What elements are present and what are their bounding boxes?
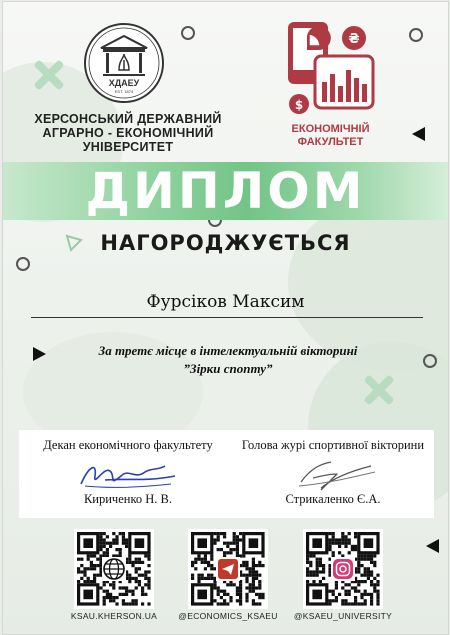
jury-signature-icon (291, 458, 381, 494)
award-reason-line: ”Зірки спопту” (183, 361, 273, 376)
svg-text:$: $ (294, 98, 304, 112)
award-reason (43, 342, 413, 378)
qr-code-instagram[interactable] (303, 529, 383, 609)
faculty-logo (285, 20, 377, 116)
dean-signature-icon (75, 458, 185, 492)
jury-head-role: Голова журі спортивної вікторини (241, 438, 425, 452)
qr-pattern (188, 529, 268, 609)
triangle-decoration-icon (411, 126, 427, 142)
svg-text:₴: ₴ (348, 32, 360, 47)
qr-pattern (74, 529, 154, 609)
telegram-icon (216, 557, 240, 581)
circle-decoration-icon (409, 28, 423, 42)
qr-label-instagram: @KSAEU_UNIVERSITY (293, 611, 393, 621)
faculty-name-line: ФАКУЛЬТЕТ (297, 136, 364, 148)
university-name (23, 112, 233, 154)
university-name-line: ХЕРСОНСЬКИЙ ДЕРЖАВНИЙ (34, 112, 222, 126)
instagram-icon (331, 557, 355, 581)
qr-label-website: KSAU.KHERSON.UA (70, 611, 158, 621)
qr-label-telegram: @ECONOMICS_KSAEU (178, 611, 278, 621)
recipient-underline (31, 317, 423, 318)
triangle-decoration-icon (425, 538, 441, 554)
circle-decoration-icon (181, 26, 195, 40)
diploma-title: ДИПЛОМ (85, 162, 366, 220)
circle-decoration-icon (423, 354, 437, 368)
university-name-line: АГРАРНО - ЕКОНОМІЧНИЙ (42, 126, 214, 140)
dean-role: Декан економічного факультету (43, 438, 213, 452)
logo-abbreviation: ХДАЕУ (108, 78, 140, 88)
dean-name: Кириченко Н. В. (83, 492, 173, 506)
diploma-page (2, 1, 449, 635)
qr-code-website[interactable] (74, 529, 154, 609)
qr-code-telegram[interactable] (188, 529, 268, 609)
awarded-heading: НАГОРОДЖУЄТЬСЯ (100, 231, 351, 255)
qr-pattern (303, 529, 383, 609)
cross-decoration-icon (31, 57, 67, 93)
logo-year: EST. 1874 (114, 89, 134, 94)
faculty-name (273, 123, 388, 149)
circle-decoration-icon (16, 257, 30, 271)
jury-signature-block (233, 438, 433, 506)
recipient-name: Фурсіков Максим (146, 292, 305, 312)
university-name-line: УНІВЕРСИТЕТ (82, 140, 174, 154)
jury-head-name: Стрикаленко Є.А. (285, 492, 381, 506)
award-reason-line: За третє місце в інтелектуальній вікторині (98, 343, 358, 358)
faculty-name-line: ЕКОНОМІЧНІЙ (291, 123, 370, 135)
dean-signature-block (33, 438, 223, 506)
university-logo (83, 22, 165, 104)
signature-panel (19, 430, 434, 518)
globe-icon (102, 557, 126, 581)
